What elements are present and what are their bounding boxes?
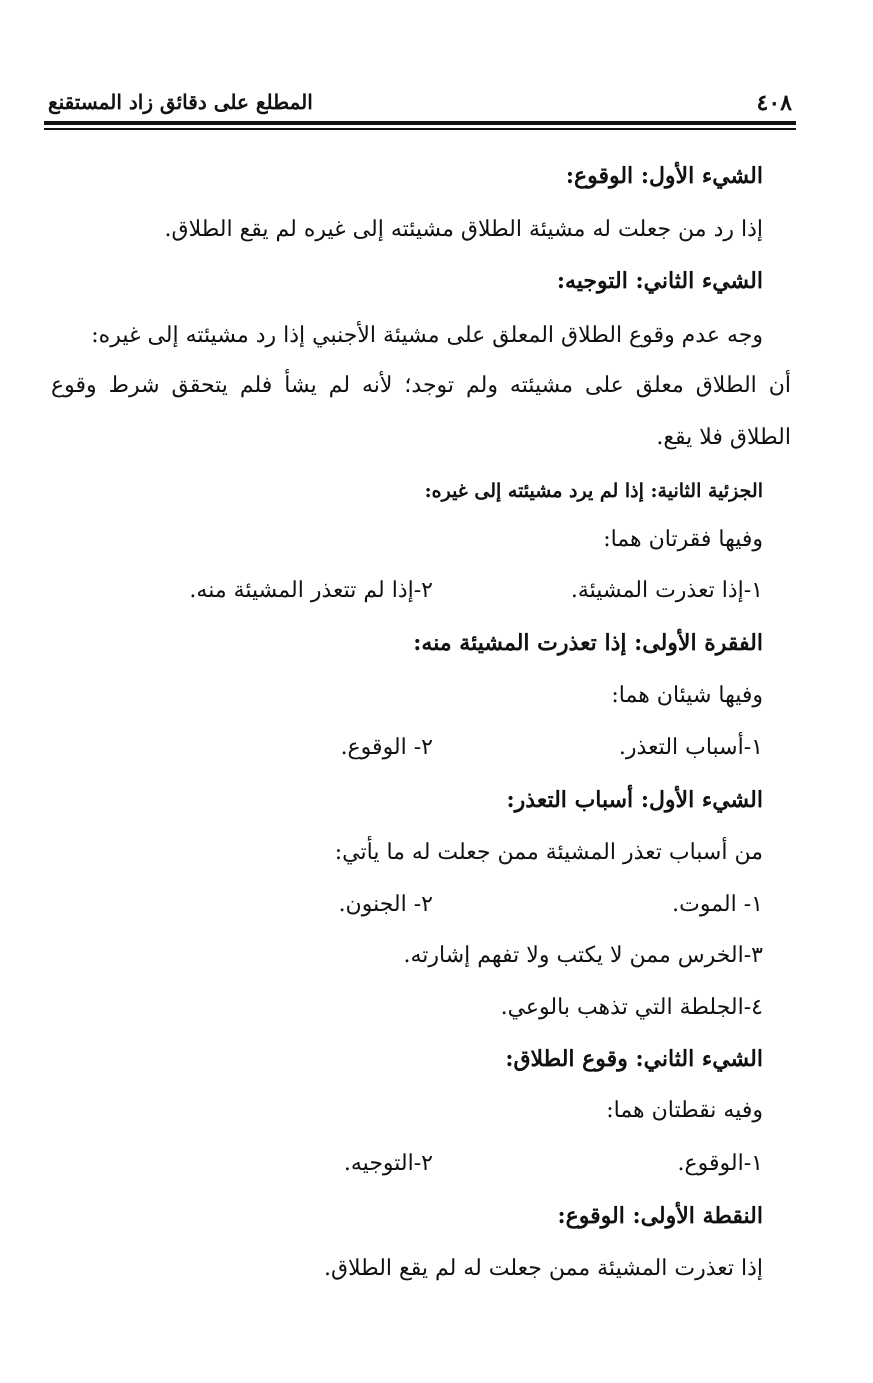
- list-item: ٤-الجلطة التي تذهب بالوعي.: [500, 995, 763, 1020]
- heading-second-part: الجزئية الثانية: إذا لم يرد مشيئته إلى غيره:: [424, 480, 763, 502]
- paragraph-line: الطلاق فلا يقع.: [656, 425, 791, 450]
- page-header: [44, 88, 796, 120]
- heading-first-point: النقطة الأولى: الوقوع:: [557, 1203, 763, 1229]
- paragraph-line: وفيها شيئان هما:: [611, 683, 763, 708]
- list-item: ٣-الخرس ممن لا يكتب ولا تفهم إشارته.: [403, 943, 763, 968]
- list-item: ١- الموت.: [672, 892, 763, 917]
- paragraph-line: إذا تعذرت المشيئة ممن جعلت له لم يقع الطلاق.: [323, 1256, 763, 1281]
- heading-first-thing-causes: الشيء الأول: أسباب التعذر:: [506, 787, 763, 813]
- paragraph-line: وجه عدم وقوع الطلاق المعلق على مشيئة الأجنبي إذا رد مشيئته إلى غيره:: [91, 323, 763, 348]
- list-item: ١-إذا تعذرت المشيئة.: [570, 578, 763, 603]
- paragraph-line: إذا رد من جعلت له مشيئة الطلاق مشيئته إلى غيره لم يقع الطلاق.: [164, 217, 763, 242]
- list-item: ٢-التوجيه.: [343, 1151, 433, 1176]
- page-number: ٤٠٨: [756, 90, 792, 116]
- list-item: ١-الوقوع.: [677, 1151, 763, 1176]
- heading-second-thing-divorce: الشيء الثاني: وقوع الطلاق:: [505, 1046, 763, 1072]
- heading-first-paragraph: الفقرة الأولى: إذا تعذرت المشيئة منه:: [413, 630, 763, 656]
- list-item: ٢- الوقوع.: [340, 735, 433, 760]
- header-rule-thick: [44, 121, 796, 125]
- header-rule-thin: [44, 128, 796, 130]
- paragraph-line: أن الطلاق معلق على مشيئته ولم توجد؛ لأنه لم يشأ فلم يتحقق شرط وقوع: [51, 373, 791, 398]
- list-row: [143, 578, 763, 603]
- list-row: [143, 1151, 763, 1176]
- list-item: ١-أسباب التعذر.: [618, 735, 763, 760]
- heading-second-thing-justification: الشيء الثاني: التوجيه:: [556, 268, 763, 294]
- list-item: ٢-إذا لم تتعذر المشيئة منه.: [189, 578, 433, 603]
- paragraph-line: وفيه نقطتان هما:: [606, 1098, 763, 1123]
- heading-first-thing-occurrence: الشيء الأول: الوقوع:: [565, 163, 763, 189]
- list-row: [143, 735, 763, 760]
- list-item: ٢- الجنون.: [338, 892, 433, 917]
- list-row: [143, 892, 763, 917]
- paragraph-line: من أسباب تعذر المشيئة ممن جعلت له ما يأتي:: [334, 840, 763, 865]
- paragraph-line: وفيها فقرتان هما:: [603, 527, 763, 552]
- running-title: المطلع على دقائق زاد المستقنع: [48, 90, 313, 114]
